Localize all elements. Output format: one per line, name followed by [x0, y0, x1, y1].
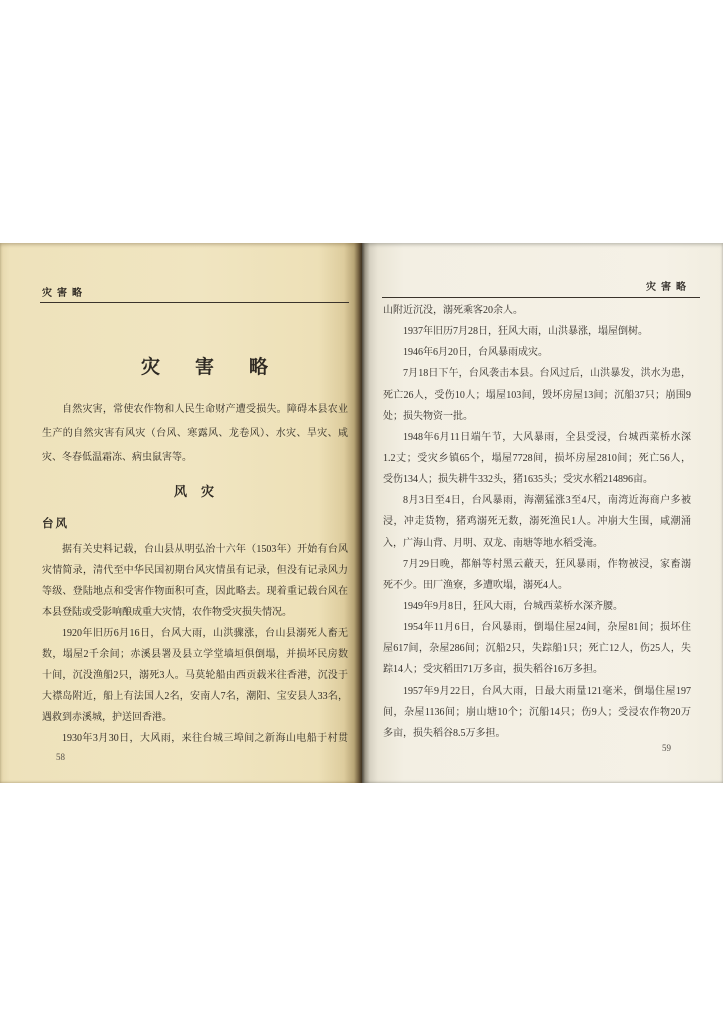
- text-line: 屋617间，杂屋286间；沉船2只，失踪船1只；死亡12人，伤25人，失: [383, 643, 691, 655]
- text-line: 浸，冲走货物，猪鸡溺死无数，溺死渔民1人。冲崩大生围，咸潮涌: [383, 516, 691, 528]
- text-line: 1920年旧历6月16日，台风大雨，山洪骤涨，台山县溺死人畜无: [62, 628, 348, 639]
- text-line: 1946年6月20日，台风暴雨成灾。: [403, 347, 548, 359]
- text-line: 死亡26人，受伤10人；塌屋103间，毁坏房屋13间；沉船37只；崩围9: [383, 389, 691, 401]
- text-line: 等级、登陆地点和受害作物面积可查，因此略去。现着重记载台风在: [42, 586, 348, 597]
- section-heading: 风灾: [174, 484, 229, 499]
- header-rule: [382, 297, 700, 298]
- page-number: 58: [56, 752, 65, 762]
- text-line: 大襟岛附近，船上有法国人2名，安南人7名，潮阳、宝安县人33名，: [42, 691, 348, 702]
- text-line: 灾、冬春低温霜冻、病虫鼠害等。: [42, 452, 192, 463]
- text-line: 8月3日至4日，台风暴雨，海潮猛涨3至4尺，南湾近海商户多被: [403, 495, 691, 507]
- text-line: 1948年6月11日端午节，大风暴雨，全县受浸，台城西菜桥水深: [403, 431, 691, 443]
- text-line: 间，杂屋1136间；崩山塘10个；沉船14只；伤9人；受浸农作物20万: [383, 706, 691, 718]
- text-line: 多亩，损失稻谷8.5万多担。: [383, 727, 506, 739]
- text-line: 死不少。田厂渔寮，多遭吹塌，溺死4人。: [383, 579, 568, 591]
- chapter-title: 灾害略: [141, 357, 304, 378]
- text-line: 1930年3月30日，大风雨，来往台城三埠间之新海山电船于村贯: [62, 733, 348, 744]
- text-line: 自然灾害，常使农作物和人民生命财产遭受损失。障碍本县农业: [62, 404, 348, 415]
- text-line: 生产的自然灾害有风灾（台风、寒露风、龙卷风）、水灾、旱灾、咸: [42, 428, 348, 439]
- text-line: 1937年旧历7月28日，狂风大雨，山洪暴涨，塌屋倒树。: [403, 326, 648, 338]
- text-line: 本县登陆或受影响酿成重大灾情，农作物受灾损失情况。: [42, 607, 292, 618]
- text-line: 1.2丈；受灾乡镇65个，塌屋7728间，损坏房屋2810间；死亡56人，: [383, 452, 691, 464]
- text-line: 据有关史料记载，台山县从明弘治十六年（1503年）开始有台风: [62, 544, 348, 555]
- running-header: 灾害略: [646, 282, 691, 293]
- text-line: 1954年11月6日，台风暴雨，倒塌住屋24间，杂屋81间；损坏住: [403, 622, 691, 634]
- body-text: [383, 300, 691, 744]
- right-page: [362, 243, 723, 783]
- header-rule: [40, 302, 349, 303]
- text-line: 山附近沉没，溺死乘客20余人。: [383, 305, 523, 316]
- text-line: 7月18日下午，台风袭击本县。台风过后，山洪暴发，洪水为患，: [403, 368, 691, 380]
- text-line: 1949年9月8日，狂风大雨，台城西菜桥水深齐腰。: [403, 600, 623, 612]
- running-header: 灾害略: [42, 288, 87, 299]
- text-line: 遇救到赤溪城，护送回香港。: [42, 712, 172, 723]
- left-page: [0, 243, 362, 783]
- subheading: 台风: [42, 518, 69, 530]
- text-line: 入，广海山背、月明、双龙、南塘等地水稻受淹。: [383, 537, 603, 549]
- text-line: 灾情简录，清代至中华民国初期台风灾情虽有记录，但没有记录风力: [42, 565, 348, 576]
- text-line: 处；损失物资一批。: [383, 410, 473, 422]
- text-line: 踪14人；受灾稻田71万多亩，损失稻谷16万多担。: [383, 664, 603, 676]
- text-line: 7月29日晚，都斛等村黑云蔽天，狂风暴雨，作物被浸，家畜溺: [403, 558, 691, 570]
- body-text: [42, 539, 348, 749]
- intro-paragraph: [42, 398, 348, 470]
- page-number: 59: [662, 743, 671, 753]
- text-line: 数，塌屋2千余间；赤溪县署及县立学堂墙垣俱倒塌，并损坏民房数: [42, 649, 348, 660]
- text-line: 十间，沉没渔船2只，溺死3人。马莫轮船由西贡载米往香港，沉没于: [42, 670, 348, 681]
- text-line: 受伤134人；损失耕牛332头，猪1635头；受灾水稻214896亩。: [383, 474, 653, 486]
- text-line: 1957年9月22日，台风大雨，日最大雨量121毫米，倒塌住屋197: [403, 685, 691, 697]
